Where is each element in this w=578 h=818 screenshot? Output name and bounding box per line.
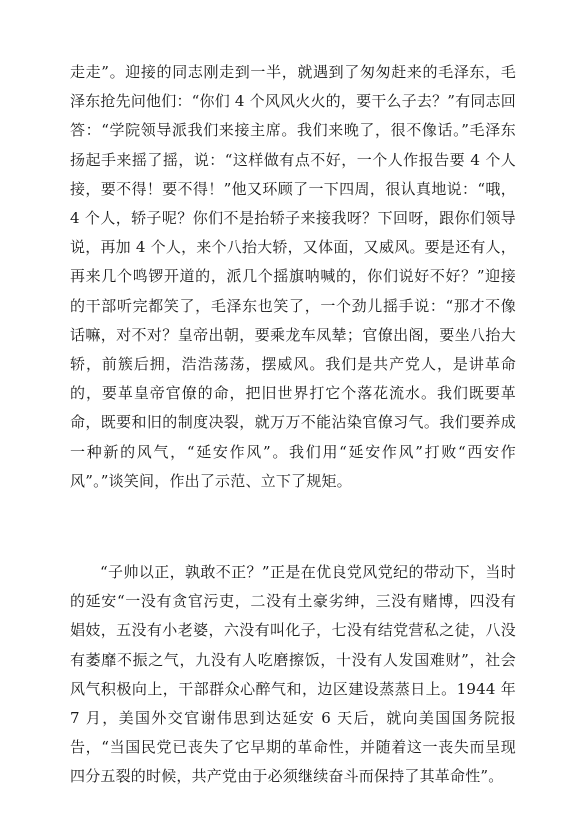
paragraph-continued: 走走”。迎接的同志刚走到一半，就遇到了匆匆赶来的毛泽东，毛泽东抢先问他们：“你们 4 个风风火火的，要干么子去？”有同志回答：“学院领导派我们来接主席。我们来晚了，很不像话。”毛泽东扬起手来摇了摇，说：“这样做有点不好，一个人作报告要 4 个人接，要不得！要不得！”他又环顾了一下四周，很认真地说：“哦，4 个人，轿子呢？你们不是抬轿子来接我呀？下回呀，跟你们领导说，再加 4 个人，来个八抬大轿，又体面，又威风。要是还有人，再来几个鸣锣开道的，派几个摇旗呐喊的，你们说好不好？”迎接的干部听完都笑了，毛泽东也笑了，一个劲儿摇手说：“那才不像话嘛，对不对？皇帝出朝，要乘龙车凤辇；官僚出阁，要坐八抬大轿，前簇后拥，浩浩荡荡，摆威风。我们是共产党人，是讲革命的，要革皇帝官僚的命，把旧世界打它个落花流水。我们既要革命，既要和旧的制度决裂，就万万不能沾染官僚习气。我们要养成一种新的风气，“延安作风”。我们用“延安作风”打败“西安作风”。”谈笑间，作出了示范、立下了规矩。 (70, 63, 516, 490)
document-page (70, 58, 516, 792)
paragraph-gap (70, 496, 516, 558)
paragraph: “子帅以正，孰敢不正？”正是在优良党风党纪的带动下，当时的延安“一没有贪官污吏，二没有土豪劣绅，三没有赌博，四没有娼妓，五没有小老婆，六没有叫化子，七没有结党营私之徒，八没有萎靡不振之气，九没有人吃磨擦饭，十没有人发国难财”，社会风气积极向上，干部群众心醉气和，边区建设蒸蒸日上。1944 年 7 月，美国外交官谢伟思到达延安 6 天后，就向美国国务院报告，“当国民党已丧失了它早期的革命性，并随着这一丧失而呈现四分五裂的时候，共产党由于必须继续奋斗而保持了其革命性”。 (70, 563, 516, 786)
